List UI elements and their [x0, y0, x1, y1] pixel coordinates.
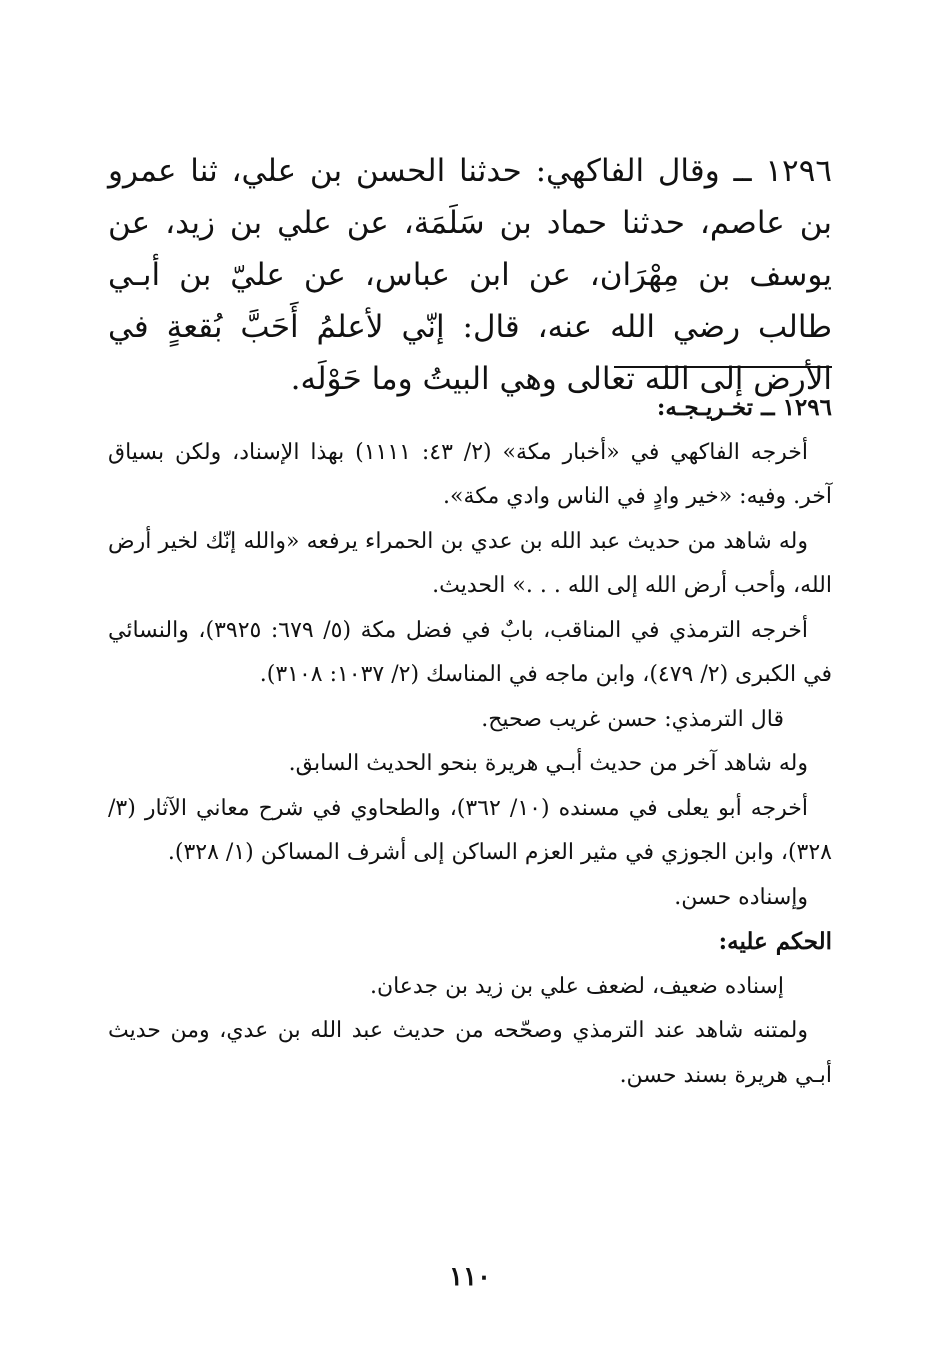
- footnotes-block: [108, 386, 832, 1098]
- ruling-heading: الحكم عليه:: [718, 928, 832, 955]
- footnote-paragraph: أخرجه الفاكهي في «أخبار مكة» (٢/ ٤٣: ١١١١) بهذا الإسناد، ولكن بسياق آخر. وفيه: «خير وادٍ في الناس وادي مكة».: [108, 439, 832, 509]
- page-number: ١١٠: [449, 1262, 491, 1292]
- footnote-paragraph: ولمتنه شاهد عند الترمذي وصحّحه من حديث عبد الله بن عدي، ومن حديث أبـي هريرة بسند حسن.: [108, 1018, 832, 1088]
- takhrij-heading: ١٢٩٦ ــ تخـريـجـه:: [656, 394, 832, 421]
- hadith-paragraph: ١٢٩٦ ــ وقال الفاكهي: حدثنا الحسن بن علي، ثنا عمرو بن عاصم، حدثنا حماد بن سَلَمَة، عن علي بن زيد، عن يوسف بن مِهْرَان، عن ابن عباس، عن عليّ بن أبـي طالب رضي الله عنه، قال: إنّي لأعلمُ أَحَبَّ بُقعةٍ في الأرض إلى الله تعالى وهي البيتُ وما حَوْلَه.: [108, 153, 832, 397]
- footnote-paragraph: وله شاهد آخر من حديث أبـي هريرة بنحو الحديث السابق.: [288, 751, 808, 776]
- footnote-paragraph: وله شاهد من حديث عبد الله بن عدي بن الحمراء يرفعه «والله إنّك لخير أرض الله، وأحب أرض الله إلى الله . . .» الحديث.: [108, 528, 832, 598]
- footnote-paragraph: قال الترمذي: حسن غريب صحيح.: [481, 706, 784, 732]
- footnote-paragraph: أخرجه أبو يعلى في مسنده (١٠/ ٣٦٢)، والطحاوي في شرح معاني الآثار (٣/ ٣٢٨)، وابن الجوزي في مثير العزم الساكن إلى أشرف المساكن (١/ ٣٢٨).: [108, 795, 832, 865]
- footnote-paragraph: إسناده ضعيف، لضعف علي بن زيد بن جدعان.: [369, 973, 784, 999]
- footnote-separator: [614, 366, 832, 368]
- footnote-paragraph: وإسناده حسن.: [674, 884, 808, 910]
- footnote-paragraph: أخرجه الترمذي في المناقب، بابٌ في فضل مكة (٥/ ٦٧٩: ٣٩٢٥)، والنسائي في الكبرى (٢/ ٤٧٩)، وابن ماجه في المناسك (٢/ ١٠٣٧: ٣١٠٨).: [108, 617, 832, 687]
